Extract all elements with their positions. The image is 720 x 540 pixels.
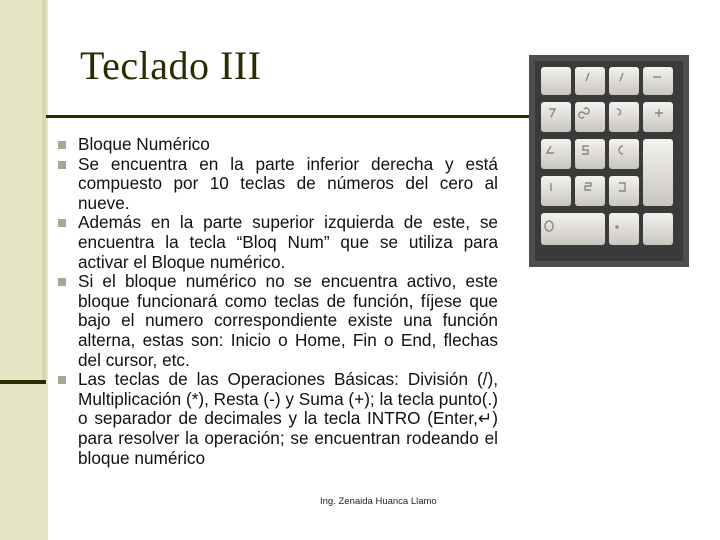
- slide-footer: Ing. Zenaida Huanca Llamo: [320, 496, 437, 507]
- corner-decor-line: [0, 380, 46, 384]
- bullet-item: [58, 272, 498, 370]
- square-bullet-icon: [58, 278, 66, 286]
- square-bullet-icon: [58, 161, 66, 169]
- title-underline: [46, 115, 530, 118]
- bullet-text: Bloque Numérico: [78, 134, 210, 154]
- bullet-item: [58, 213, 498, 272]
- bullet-list: [58, 135, 498, 468]
- bullet-item: [58, 135, 498, 155]
- numeric-keypad-illustration: [529, 55, 689, 267]
- bullet-text: Además en la parte superior izquierda de este, se encuentra la tecla “Bloq Num” que se utiliza para activar el Bloque numérico.: [78, 212, 498, 272]
- slide-title: Teclado III: [80, 43, 262, 88]
- keypad-photo: [529, 55, 689, 267]
- square-bullet-icon: [58, 219, 66, 227]
- left-decor-band: [0, 0, 48, 540]
- bullet-text: Se encuentra en la parte inferior derecha y está compuesto por 10 teclas de números del cero al nueve.: [78, 153, 498, 213]
- square-bullet-icon: [58, 141, 66, 149]
- left-decor-line: [42, 0, 46, 382]
- bullet-text: Las teclas de las Operaciones Básicas: División (/), Multiplicación (*), Resta (-) y Suma (+); la tecla punto(.) o separador de decimales y la tecla INTRO (Enter,↵) para resolver la operación; se encuentran rodeando el bloque numérico: [78, 369, 498, 468]
- bullet-item: [58, 370, 498, 468]
- bullet-text: Si el bloque numérico no se encuentra activo, este bloque funcionará como teclas de función, fíjese que bajo el numero correspondiente existe una función alterna, estas son: Inicio o Home, Fin o End, flechas del cursor, etc.: [78, 271, 498, 370]
- square-bullet-icon: [58, 376, 66, 384]
- bullet-item: [58, 155, 498, 214]
